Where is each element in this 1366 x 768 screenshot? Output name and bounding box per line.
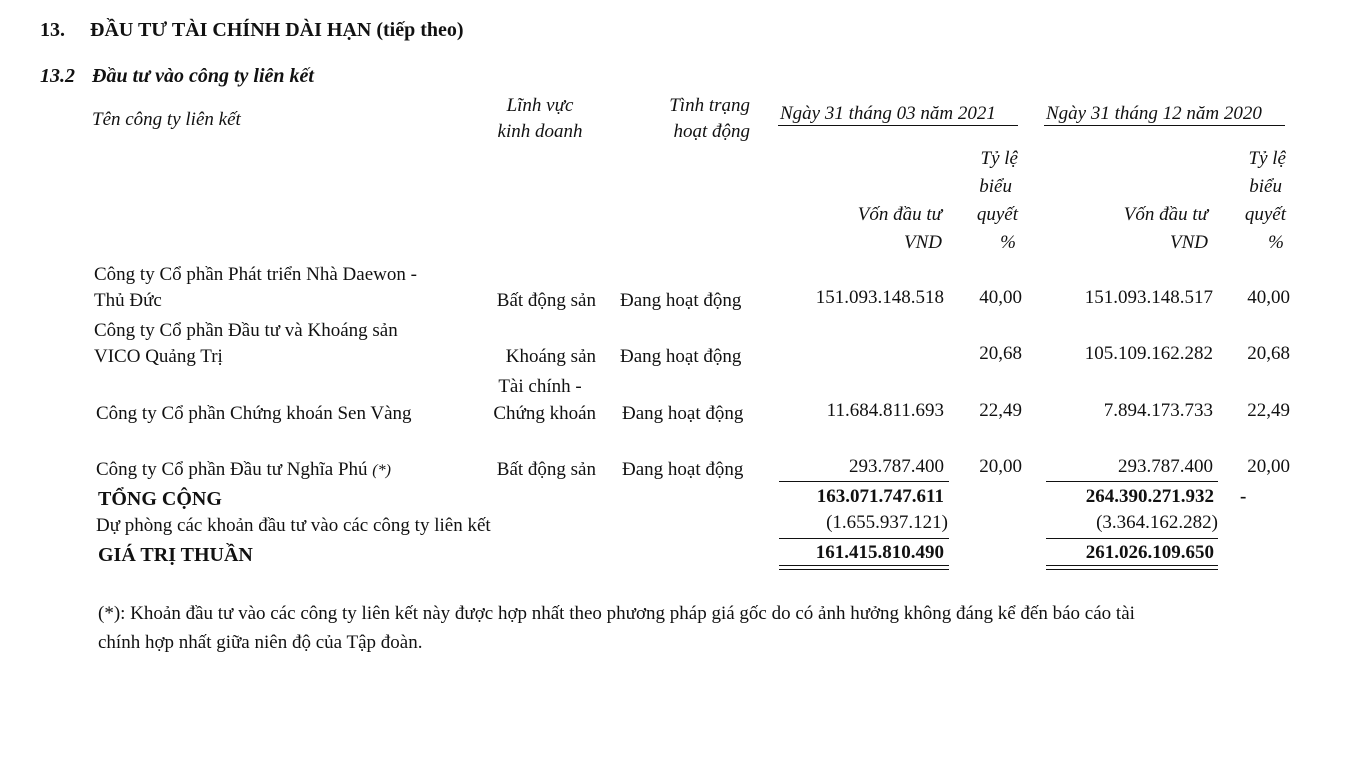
header-vote-2020-line1: Tỷ lệ xyxy=(1248,148,1286,169)
header-date-2020-underline xyxy=(1044,125,1285,126)
row1-name-line1: Công ty Cổ phần Phát triển Nhà Daewon - xyxy=(94,264,417,285)
total-rule-2021 xyxy=(779,481,949,482)
row3-vote-2021: 22,49 xyxy=(979,400,1022,421)
header-sector-line1: Lĩnh vực xyxy=(506,95,574,116)
row4-capital-2020: 293.787.400 xyxy=(1118,456,1213,477)
row3-status: Đang hoạt động xyxy=(622,403,744,424)
unit-vnd-2020: VND xyxy=(1170,232,1208,253)
row3-capital-2020: 7.894.173.733 xyxy=(1103,400,1213,421)
row4-vote-2020: 20,00 xyxy=(1247,456,1290,477)
provision-label: Dự phòng các khoản đầu tư vào các công ty liên kết xyxy=(96,515,491,536)
section-title: ĐẦU TƯ TÀI CHÍNH DÀI HẠN (tiếp theo) xyxy=(90,19,464,41)
header-vote-2021-line1: Tỷ lệ xyxy=(980,148,1018,169)
row4-sector: Bất động sản xyxy=(496,459,596,480)
provision-2020: (3.364.162.282) xyxy=(1096,512,1218,533)
section-number: 13. xyxy=(40,19,65,41)
subsection-number: 13.2 xyxy=(40,65,75,87)
header-date-2021-underline xyxy=(778,125,1018,126)
header-status-line1: Tình trạng xyxy=(669,95,750,116)
net-rule-2020 xyxy=(1046,538,1218,539)
row4-name xyxy=(96,460,391,479)
total-vote-2020: - xyxy=(1240,486,1247,507)
total-rule-2020 xyxy=(1046,481,1218,482)
row4-vote-2021: 20,00 xyxy=(979,456,1022,477)
row2-status: Đang hoạt động xyxy=(620,346,742,367)
row4-name-note: (*) xyxy=(372,462,391,479)
row3-sector-line2: Chứng khoán xyxy=(493,403,596,424)
row2-name-line2: VICO Quảng Trị xyxy=(94,346,223,367)
row3-capital-2021: 11.684.811.693 xyxy=(826,400,944,421)
row2-capital-2020: 105.109.162.282 xyxy=(1084,343,1213,364)
row2-vote-2021: 20,68 xyxy=(979,343,1022,364)
row3-vote-2020: 22,49 xyxy=(1247,400,1290,421)
unit-pct-2020: % xyxy=(1268,232,1284,253)
row1-name-line2: Thủ Đức xyxy=(94,290,162,311)
row4-capital-2021: 293.787.400 xyxy=(849,456,944,477)
row1-status: Đang hoạt động xyxy=(620,290,742,311)
subsection-title: Đầu tư vào công ty liên kết xyxy=(92,65,314,87)
row1-capital-2021: 151.093.148.518 xyxy=(815,287,944,308)
header-vote-2020-line3: quyết xyxy=(1244,204,1286,225)
unit-vnd-2021: VND xyxy=(904,232,942,253)
row2-vote-2020: 20,68 xyxy=(1247,343,1290,364)
provision-2021: (1.655.937.121) xyxy=(826,512,948,533)
row2-name-line1: Công ty Cổ phần Đầu tư và Khoáng sản xyxy=(94,320,398,341)
net-2021: 161.415.810.490 xyxy=(815,542,944,563)
unit-pct-2021: % xyxy=(1000,232,1016,253)
header-status-line2: hoạt động xyxy=(673,121,750,142)
header-capital-2021: Vốn đầu tư xyxy=(857,204,942,225)
net-double-rule-2021 xyxy=(779,565,949,570)
total-label: TỔNG CỘNG xyxy=(98,488,222,510)
net-rule-2021 xyxy=(779,538,949,539)
row1-sector: Bất động sản xyxy=(496,290,596,311)
row1-vote-2021: 40,00 xyxy=(979,287,1022,308)
row1-vote-2020: 40,00 xyxy=(1247,287,1290,308)
net-2020: 261.026.109.650 xyxy=(1085,542,1214,563)
row4-status: Đang hoạt động xyxy=(622,459,744,480)
header-vote-2020-line2: biểu xyxy=(1249,176,1282,197)
row2-sector: Khoáng sản xyxy=(505,346,596,367)
footnote-line2: chính hợp nhất giữa niên độ của Tập đoàn. xyxy=(98,632,423,653)
header-date-2020: Ngày 31 tháng 12 năm 2020 xyxy=(1046,103,1262,124)
footnote-line1: (*): Khoản đầu tư vào các công ty liên kết này được hợp nhất theo phương pháp giá gốc do có ảnh hưởng không đáng kể đến báo cáo tài xyxy=(98,603,1135,624)
header-date-2021: Ngày 31 tháng 03 năm 2021 xyxy=(780,103,996,124)
row4-name-main: Công ty Cổ phần Đầu tư Nghĩa Phú xyxy=(96,459,368,480)
header-vote-2021-line3: quyết xyxy=(976,204,1018,225)
header-company: Tên công ty liên kết xyxy=(92,109,241,130)
row1-capital-2020: 151.093.148.517 xyxy=(1084,287,1213,308)
row3-name: Công ty Cổ phần Chứng khoán Sen Vàng xyxy=(96,403,412,424)
total-2020: 264.390.271.932 xyxy=(1085,486,1214,507)
header-sector-line2: kinh doanh xyxy=(497,121,583,142)
header-capital-2020: Vốn đầu tư xyxy=(1123,204,1208,225)
header-vote-2021-line2: biểu xyxy=(979,176,1012,197)
total-2021: 163.071.747.611 xyxy=(816,486,944,507)
net-double-rule-2020 xyxy=(1046,565,1218,570)
net-label: GIÁ TRỊ THUẦN xyxy=(98,544,253,566)
row3-sector-line1: Tài chính - xyxy=(498,376,582,397)
